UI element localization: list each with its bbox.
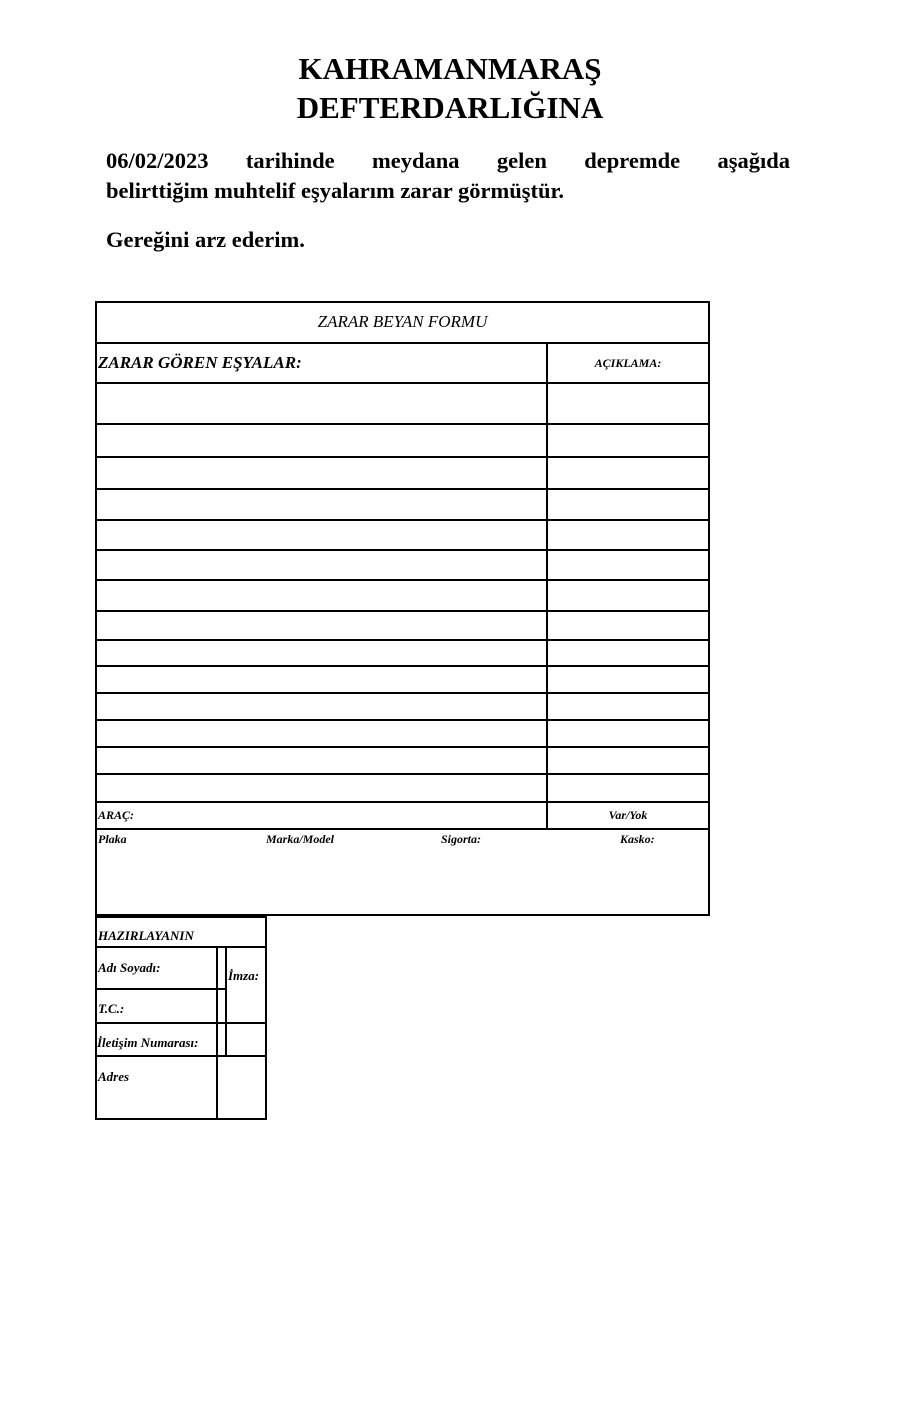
item-cell[interactable]	[97, 748, 546, 773]
form-border-top	[95, 301, 710, 303]
description-cell[interactable]	[548, 490, 708, 519]
item-cell[interactable]	[97, 641, 546, 665]
description-header: AÇIKLAMA:	[594, 356, 662, 370]
preparer-header: HAZIRLAYANIN	[98, 928, 194, 943]
addressee-line-1: KAHRAMANMARAŞ	[298, 51, 602, 86]
addressee-line-2: DEFTERDARLIĞINA	[296, 90, 604, 125]
box-border-top	[95, 916, 267, 918]
tc-input[interactable]	[227, 990, 265, 1022]
box-border-bottom	[95, 1118, 267, 1120]
item-cell[interactable]	[97, 775, 546, 801]
description-cell[interactable]	[548, 521, 708, 549]
kasko-label: Kasko:	[620, 832, 655, 846]
insurance-label: Sigorta:	[441, 832, 482, 846]
vehicle-label: ARAÇ:	[98, 808, 135, 822]
item-cell[interactable]	[97, 458, 546, 488]
description-cell[interactable]	[548, 694, 708, 719]
form-border-right	[708, 301, 710, 916]
closing-sentence: Gereğini arz ederim.	[106, 227, 305, 252]
divider	[95, 342, 710, 344]
form-title: ZARAR BEYAN FORMU	[317, 312, 488, 331]
petition-line-1: 06/02/2023 tarihinde meydana gelen depremde aşağıda	[106, 148, 790, 173]
item-cell[interactable]	[97, 521, 546, 549]
description-cell[interactable]	[548, 641, 708, 665]
item-cell[interactable]	[97, 425, 546, 456]
divider	[95, 946, 267, 948]
address-label: Adres	[98, 1069, 130, 1084]
item-cell[interactable]	[97, 667, 546, 692]
vehicle-var-yok: Var/Yok	[608, 808, 648, 822]
item-cell[interactable]	[97, 721, 546, 746]
make-model-label: Marka/Model	[266, 832, 335, 846]
petition-paragraph	[106, 146, 790, 206]
description-cell[interactable]	[548, 748, 708, 773]
item-cell[interactable]	[97, 490, 546, 519]
items-header: ZARAR GÖREN EŞYALAR:	[98, 353, 302, 372]
description-cell[interactable]	[548, 721, 708, 746]
address-input[interactable]	[218, 1057, 265, 1118]
item-cell[interactable]	[97, 551, 546, 579]
item-cell[interactable]	[97, 581, 546, 610]
description-cell[interactable]	[548, 551, 708, 579]
petition-line-2: belirttiğim muhtelif eşyalarım zarar görmüştür.	[106, 178, 565, 203]
item-cell[interactable]	[97, 612, 546, 639]
phone-label: İletişim Numarası:	[97, 1035, 199, 1050]
name-label: Adı Soyadı:	[98, 960, 161, 975]
description-cell[interactable]	[548, 775, 708, 801]
vehicle-details-area[interactable]	[97, 850, 708, 914]
description-cell[interactable]	[548, 425, 708, 456]
signature-label: İmza:	[228, 968, 260, 983]
divider	[95, 988, 226, 990]
item-cell[interactable]	[97, 694, 546, 719]
description-cell[interactable]	[548, 458, 708, 488]
tc-label: T.C.:	[98, 1001, 125, 1016]
plate-label: Plaka	[98, 832, 127, 846]
divider	[95, 828, 710, 830]
phone-input[interactable]	[227, 1024, 265, 1055]
description-cell[interactable]	[548, 581, 708, 610]
description-cell[interactable]	[548, 667, 708, 692]
description-cell[interactable]	[548, 612, 708, 639]
row-line	[95, 801, 710, 803]
item-cell[interactable]	[97, 384, 546, 423]
description-cell[interactable]	[548, 384, 708, 423]
